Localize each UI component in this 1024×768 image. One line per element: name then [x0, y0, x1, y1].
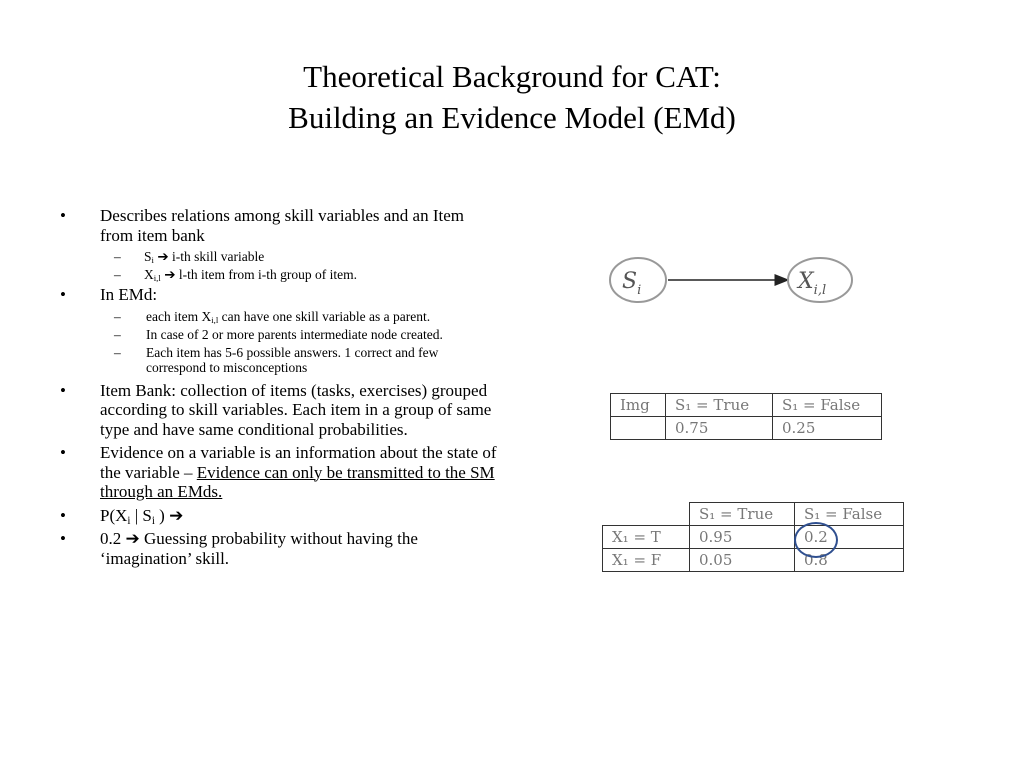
arrow-icon: ➔	[164, 267, 176, 282]
table-row	[611, 394, 882, 417]
title-line-2: Building an Evidence Model (EMd)	[288, 100, 736, 135]
table-cell: X₁ = F	[603, 549, 690, 572]
bullet-relations	[58, 206, 498, 245]
skill-node-label: $S_i$	[622, 269, 642, 298]
table-cell: 0.8	[795, 549, 904, 572]
prior-probability-table	[610, 393, 882, 440]
sub-bullet-item: – $X_{i,l}$ ➔ l-th item from i-th group of item.	[114, 267, 357, 284]
table-cell: S₁ = True	[690, 503, 795, 526]
table-cell: Img	[611, 394, 666, 417]
bullet-dot: •	[60, 380, 66, 400]
sub-bullet-one-parent: – each item $X_{i,l}$ can have one skill variable as a parent.	[114, 308, 431, 325]
bullet-dot: •	[60, 206, 66, 225]
bullet-list	[58, 206, 498, 572]
sub-bullet-answers: – Each item has 5-6 possible answers. 1 correct and few correspond to misconceptions	[114, 344, 439, 375]
bullet-probability: • $P(X_i$ | $S_i$ ) ➔	[60, 505, 184, 527]
sub-bullet-dash: –	[114, 326, 121, 342]
sub-bullet-dash: –	[114, 249, 121, 264]
table-cell: 0.25	[773, 417, 882, 440]
conditional-probability-table	[602, 502, 904, 572]
arrow-icon: ➔	[157, 249, 169, 264]
bullet-item-bank	[58, 381, 498, 440]
title-line-1: Theoretical Background for CAT:	[303, 59, 721, 94]
table-cell: 0.95	[690, 526, 795, 549]
bullet-in-emd	[58, 285, 498, 305]
bullet-dot: •	[60, 443, 66, 462]
bullet-guessing: • 0.2 ➔ Guessing probability without having the ‘imagination’ skill.	[60, 529, 418, 568]
table-row	[603, 526, 904, 549]
slide-title	[0, 56, 1024, 138]
table-row	[611, 417, 882, 440]
sub-bullet-intermediate-node: – In case of 2 or more parents intermediate node created.	[114, 326, 443, 342]
table-cell	[611, 417, 666, 440]
arrow-icon: ➔	[169, 505, 184, 525]
arrow-icon: ➔	[125, 529, 140, 548]
table-cell: S₁ = False	[795, 503, 904, 526]
bullet-dot: •	[60, 285, 66, 304]
sub-bullet-dash: –	[114, 267, 121, 282]
bullet-dot: •	[60, 505, 66, 525]
bullet-evidence: • Evidence on a variable is an information about the state of the variable – Evidence can only be transmitted to the SM through an EMds.	[60, 443, 497, 501]
table-cell: S₁ = True	[666, 394, 773, 417]
table-cell: S₁ = False	[773, 394, 882, 417]
table-row	[603, 549, 904, 572]
table-cell: 0.75	[666, 417, 773, 440]
table-cell: X₁ = T	[603, 526, 690, 549]
bullet-text: In EMd:	[100, 285, 158, 304]
item-node-label: $X_{i,l}$	[798, 269, 827, 298]
highlight-circle	[794, 522, 838, 558]
evidence-model-diagram	[608, 252, 864, 312]
sub-bullet-skill-variable: – $S_i$ ➔ i-th skill variable	[114, 249, 265, 266]
sub-bullet-dash: –	[114, 344, 121, 360]
sub-bullet-dash: –	[114, 308, 121, 324]
underlined-text: Evidence can only be transmitted to the SM through an EMds.	[100, 462, 495, 501]
bullet-text: Item Bank: collection of items (tasks, exercises) grouped according to skill variables. Each item in a group of same type and have same conditional probabilities.	[100, 380, 492, 439]
bullet-text: Describes relations among skill variables and an Item from item bank	[100, 206, 464, 245]
table-row	[603, 503, 904, 526]
table-cell: 0.2	[795, 526, 904, 549]
bullet-dot: •	[60, 529, 66, 548]
table-cell	[603, 503, 690, 526]
table-cell: 0.05	[690, 549, 795, 572]
